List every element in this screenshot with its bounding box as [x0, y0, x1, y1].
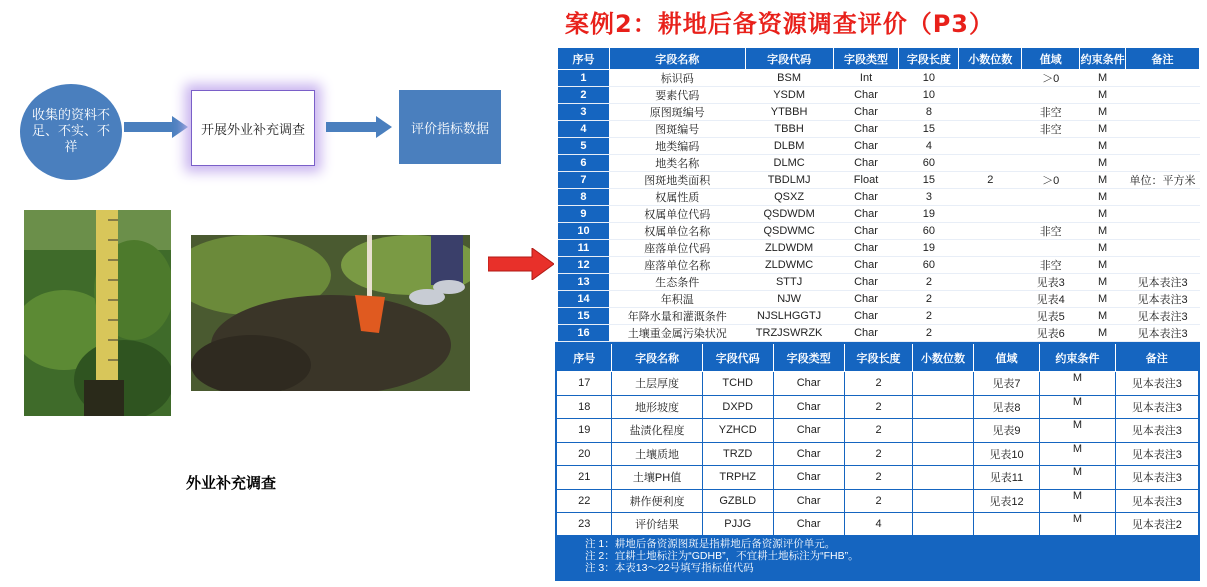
cell-domain: [1022, 155, 1080, 172]
cell-field-type: Char: [773, 513, 844, 537]
cell-index: 10: [558, 223, 610, 240]
cell-constraint: M: [1040, 419, 1115, 443]
cell-remarks: 见本表注3: [1115, 419, 1199, 443]
cell-remarks: 见本表注3: [1115, 395, 1199, 419]
cell-index: 16: [558, 325, 610, 342]
cell-remarks: [1126, 240, 1200, 257]
cell-field-code: TRPHZ: [702, 466, 773, 490]
cell-remarks: 见本表注3: [1115, 466, 1199, 490]
table-header-row: [556, 343, 1199, 372]
cell-decimals: [913, 372, 973, 396]
cell-field-type: Char: [773, 372, 844, 396]
cell-decimals: [913, 419, 973, 443]
table-row: [556, 395, 1199, 419]
table-row: [558, 70, 1200, 87]
photo-caption: 外业补充调查: [186, 474, 277, 492]
table-row: [558, 104, 1200, 121]
cell-constraint: M: [1098, 106, 1108, 118]
cell-remarks: [1126, 257, 1200, 274]
cell-remarks: 见本表注3: [1137, 328, 1188, 340]
cell-decimals: [913, 442, 973, 466]
cell-constraint: M: [1098, 276, 1108, 288]
cell-field-length: 8: [925, 106, 932, 118]
cell-remarks: 见本表注3: [1137, 294, 1188, 306]
cell-field-code: QSXZ: [774, 191, 805, 203]
cell-field-type: Char: [854, 157, 878, 169]
cell-field-name: 年积温: [660, 294, 694, 306]
table-row: [558, 291, 1200, 308]
table-notes: [555, 535, 1200, 581]
cell-index: 19: [556, 419, 612, 443]
cell-field-type: Float: [853, 174, 879, 186]
cell-domain: 见表9: [973, 419, 1040, 443]
cell-field-code: DXPD: [702, 395, 773, 419]
cell-decimals: [959, 104, 1022, 121]
cell-field-name: 权属单位名称: [644, 226, 711, 238]
cell-field-code: BSM: [777, 72, 802, 84]
table-row: [556, 372, 1199, 396]
cell-field-length: 2: [844, 442, 913, 466]
cell-field-code: YTBBH: [770, 106, 808, 118]
cell-field-code: DLMC: [773, 157, 805, 169]
cell-decimals: [959, 291, 1022, 308]
table-row: [558, 325, 1200, 342]
cell-field-type: Char: [773, 489, 844, 513]
cell-domain: 见表11: [973, 466, 1040, 490]
cell-domain: [1022, 189, 1080, 206]
cell-decimals: [959, 121, 1022, 138]
cell-index: 21: [556, 466, 612, 490]
cell-decimals: [959, 223, 1022, 240]
table-row: [558, 308, 1200, 325]
cell-index: 18: [556, 395, 612, 419]
header-domain: 值域: [973, 343, 1040, 372]
cell-index: 20: [556, 442, 612, 466]
cell-constraint: M: [1040, 442, 1115, 466]
cell-field-code: TRZJSWRZK: [755, 327, 823, 339]
flow-step-collected-data: 收集的资料不足、不实、不祥: [20, 84, 122, 180]
cell-index: 13: [558, 274, 610, 291]
cell-field-name: 权属单位代码: [644, 209, 711, 221]
cell-field-code: STTJ: [775, 276, 803, 288]
cell-remarks: 单位：平方米: [1129, 175, 1196, 187]
cell-field-code: NJSLHGGTJ: [757, 310, 822, 322]
header-remarks: 备注: [1126, 48, 1200, 70]
cell-field-length: 60: [922, 225, 936, 237]
cell-field-length: 2: [925, 327, 932, 339]
cell-constraint: M: [1098, 174, 1108, 186]
cell-constraint: M: [1098, 310, 1108, 322]
cell-domain: 见表8: [973, 395, 1040, 419]
page-title: 案例2：耕地后备资源调查评价（P3）: [565, 10, 994, 38]
cell-constraint: M: [1098, 327, 1108, 339]
cell-field-type: Char: [854, 327, 878, 339]
cell-field-code: ZLDWMC: [764, 259, 814, 271]
cell-domain: 见表7: [973, 372, 1040, 396]
cell-domain: [1022, 240, 1080, 257]
table-row: [558, 206, 1200, 223]
cell-field-name: 土壤PH值: [612, 466, 702, 490]
cell-index: 2: [558, 87, 610, 104]
flow-step-indicator-data: 评价指标数据: [399, 90, 501, 164]
cell-index: 15: [558, 308, 610, 325]
cell-field-name: 地类编码: [655, 141, 700, 153]
cell-domain: [1022, 138, 1080, 155]
cell-constraint: M: [1098, 123, 1108, 135]
cell-field-type: Char: [854, 259, 878, 271]
cell-index: 7: [558, 172, 610, 189]
cell-constraint: M: [1098, 242, 1108, 254]
cell-remarks: 见本表注3: [1115, 442, 1199, 466]
cell-field-name: 标识码: [660, 73, 694, 85]
cell-index: 9: [558, 206, 610, 223]
cell-remarks: [1126, 189, 1200, 206]
cell-field-code: TCHD: [702, 372, 773, 396]
cell-field-length: 19: [922, 242, 936, 254]
cell-remarks: [1126, 70, 1200, 87]
cell-domain: 非空: [1039, 226, 1062, 238]
cell-decimals: [959, 206, 1022, 223]
cell-remarks: 见本表注3: [1115, 372, 1199, 396]
cell-index: 4: [558, 121, 610, 138]
cell-constraint: M: [1098, 293, 1108, 305]
cell-field-name: 盐渍化程度: [612, 419, 702, 443]
cell-field-length: 19: [922, 208, 936, 220]
cell-index: 12: [558, 257, 610, 274]
cell-domain: ＞0: [1042, 175, 1060, 187]
cell-remarks: [1126, 138, 1200, 155]
cell-field-length: 60: [922, 157, 936, 169]
note-1: 注 1：耕地后备资源图斑是指耕地后备资源评价单元。: [585, 538, 836, 550]
cell-field-length: 2: [844, 372, 913, 396]
cell-field-type: Char: [854, 293, 878, 305]
cell-field-code: TBDLMJ: [767, 174, 811, 186]
cell-field-code: TRZD: [702, 442, 773, 466]
table-row: [558, 223, 1200, 240]
cell-domain: [1022, 87, 1080, 104]
cell-domain: 见表12: [973, 489, 1040, 513]
cell-index: 11: [558, 240, 610, 257]
cell-decimals: [959, 240, 1022, 257]
table-row: [558, 274, 1200, 291]
table-row: [558, 257, 1200, 274]
cell-domain: 非空: [1039, 107, 1062, 119]
cell-decimals: [913, 466, 973, 490]
red-arrow-icon: [488, 248, 554, 280]
cell-constraint: M: [1098, 259, 1108, 271]
cell-field-code: YSDM: [773, 89, 805, 101]
cell-index: 1: [558, 70, 610, 87]
cell-index: 17: [556, 372, 612, 396]
flow-arrow-1: [124, 116, 188, 138]
cell-field-length: 2: [844, 466, 913, 490]
cell-field-length: 60: [922, 259, 936, 271]
cell-field-type: Int: [859, 72, 873, 84]
cell-domain: 见表4: [1036, 294, 1065, 306]
cell-decimals: [959, 138, 1022, 155]
cell-domain: 非空: [1039, 260, 1062, 272]
flow-arrow-2: [326, 116, 392, 138]
header-field-code: 字段代码: [745, 48, 833, 70]
cell-field-name: 要素代码: [655, 90, 700, 102]
header-field-length: 字段长度: [844, 343, 913, 372]
cell-field-type: Char: [854, 208, 878, 220]
cell-field-code: YZHCD: [702, 419, 773, 443]
table-row: [558, 155, 1200, 172]
cell-domain: 见表3: [1036, 277, 1065, 289]
cell-constraint: M: [1098, 140, 1108, 152]
cell-domain: 非空: [1039, 124, 1062, 136]
header-remarks: 备注: [1115, 343, 1199, 372]
cell-field-type: Char: [854, 123, 878, 135]
cell-field-name: 土层厚度: [612, 372, 702, 396]
cell-field-name: 座落单位代码: [644, 243, 711, 255]
cell-decimals: [913, 489, 973, 513]
cell-field-length: 2: [844, 419, 913, 443]
cell-decimals: [959, 274, 1022, 291]
table-row: [556, 419, 1199, 443]
cell-constraint: M: [1098, 191, 1108, 203]
cell-field-type: Char: [854, 310, 878, 322]
cell-index: 14: [558, 291, 610, 308]
cell-field-type: Char: [854, 242, 878, 254]
cell-field-type: Char: [773, 395, 844, 419]
cell-field-name: 土壤重金属污染状况: [627, 328, 727, 340]
cell-field-type: Char: [773, 419, 844, 443]
table-row: [556, 466, 1199, 490]
cell-decimals: [959, 257, 1022, 274]
cell-field-code: TBBH: [774, 123, 804, 135]
table-row: [558, 87, 1200, 104]
cell-field-type: Char: [854, 89, 878, 101]
table-row: [558, 121, 1200, 138]
cell-field-name: 年降水量和灌溉条件: [627, 311, 727, 323]
cell-decimals: [959, 155, 1022, 172]
cell-field-type: Char: [854, 276, 878, 288]
cell-field-length: 15: [922, 174, 936, 186]
cell-field-code: QSDWMC: [763, 225, 815, 237]
table-row: [556, 489, 1199, 513]
cell-field-name: 原图斑编号: [649, 107, 705, 119]
cell-remarks: 见本表注3: [1115, 489, 1199, 513]
cell-index: 3: [558, 104, 610, 121]
cell-field-length: 15: [922, 123, 936, 135]
cell-field-name: 座落单位名称: [644, 260, 711, 272]
header-field-name: 字段名称: [609, 48, 745, 70]
cell-constraint: M: [1098, 89, 1108, 101]
header-domain: 值域: [1022, 48, 1080, 70]
cell-constraint: M: [1040, 395, 1115, 419]
cell-field-name: 耕作便利度: [612, 489, 702, 513]
cell-decimals: 2: [987, 174, 994, 186]
cell-decimals: [959, 189, 1022, 206]
cell-remarks: [1126, 121, 1200, 138]
header-decimals: 小数位数: [913, 343, 973, 372]
cell-field-code: QSDWDM: [763, 208, 815, 220]
cell-domain: [973, 513, 1040, 537]
cell-constraint: M: [1098, 208, 1108, 220]
cell-field-name: 地形坡度: [612, 395, 702, 419]
cell-field-length: 2: [925, 276, 932, 288]
cell-field-name: 生态条件: [655, 277, 700, 289]
table-row: [558, 240, 1200, 257]
flow-step-field-survey: 开展外业补充调查: [191, 90, 315, 166]
cell-field-name: 地类名称: [655, 158, 700, 170]
header-index: 序号: [558, 48, 610, 70]
cell-field-name: 图斑编号: [655, 124, 700, 136]
header-field-length: 字段长度: [899, 48, 959, 70]
cell-decimals: [959, 70, 1022, 87]
cell-field-name: 评价结果: [612, 513, 702, 537]
cell-remarks: [1126, 87, 1200, 104]
cell-field-length: 2: [844, 395, 913, 419]
cell-remarks: [1126, 104, 1200, 121]
header-index: 序号: [556, 343, 612, 372]
cell-remarks: [1126, 206, 1200, 223]
table-row: [556, 442, 1199, 466]
cell-field-type: Char: [854, 106, 878, 118]
cell-field-length: 2: [925, 310, 932, 322]
cell-remarks: 见本表注3: [1137, 311, 1188, 323]
cell-decimals: [959, 325, 1022, 342]
cell-constraint: M: [1040, 466, 1115, 490]
cell-domain: 见表6: [1036, 328, 1065, 340]
cell-decimals: [913, 395, 973, 419]
cell-remarks: 见本表注3: [1137, 277, 1188, 289]
cell-domain: 见表10: [973, 442, 1040, 466]
cell-field-name: 图斑地类面积: [644, 175, 711, 187]
cell-field-name: 土壤质地: [612, 442, 702, 466]
field-table-part2: [555, 342, 1200, 538]
cell-index: 8: [558, 189, 610, 206]
cell-index: 5: [558, 138, 610, 155]
cell-domain: 见表5: [1036, 311, 1065, 323]
header-field-name: 字段名称: [612, 343, 702, 372]
field-photo-shovel: [191, 235, 470, 391]
cell-field-type: Char: [773, 466, 844, 490]
table-row: [558, 189, 1200, 206]
cell-field-length: 2: [844, 489, 913, 513]
table-row: [556, 513, 1199, 537]
header-constraint: 约束条件: [1040, 343, 1115, 372]
cell-index: 6: [558, 155, 610, 172]
cell-remarks: [1126, 155, 1200, 172]
note-3: 注 3：本表13～22号填写指标值代码: [585, 562, 754, 574]
cell-constraint: M: [1098, 72, 1108, 84]
cell-field-type: Char: [854, 225, 878, 237]
cell-decimals: [959, 308, 1022, 325]
cell-field-code: ZLDWDM: [764, 242, 814, 254]
cell-field-name: 权属性质: [655, 192, 700, 204]
header-field-type: 字段类型: [833, 48, 899, 70]
cell-decimals: [913, 513, 973, 537]
cell-field-length: 10: [922, 89, 936, 101]
cell-domain: [1022, 206, 1080, 223]
cell-field-length: 2: [925, 293, 932, 305]
table-row: [558, 138, 1200, 155]
cell-field-length: 4: [925, 140, 932, 152]
cell-decimals: [959, 87, 1022, 104]
cell-field-code: PJJG: [702, 513, 773, 537]
cell-field-length: 4: [844, 513, 913, 537]
cell-constraint: M: [1040, 372, 1115, 396]
cell-field-length: 10: [922, 72, 936, 84]
cell-field-length: 3: [925, 191, 932, 203]
cell-field-type: Char: [854, 191, 878, 203]
cell-remarks: [1126, 223, 1200, 240]
cell-constraint: M: [1098, 157, 1108, 169]
table-header-row: [558, 48, 1200, 70]
cell-constraint: M: [1040, 513, 1115, 537]
cell-index: 22: [556, 489, 612, 513]
cell-field-type: Char: [854, 140, 878, 152]
cell-constraint: M: [1098, 225, 1108, 237]
cell-field-type: Char: [773, 442, 844, 466]
header-field-type: 字段类型: [773, 343, 844, 372]
cell-field-code: GZBLD: [702, 489, 773, 513]
field-photo-ruler: [24, 210, 171, 416]
cell-field-code: NJW: [777, 293, 802, 305]
table-row: [558, 172, 1200, 189]
header-decimals: 小数位数: [959, 48, 1022, 70]
cell-remarks: 见本表注2: [1115, 513, 1199, 537]
cell-constraint: M: [1040, 489, 1115, 513]
field-table-part1: [557, 47, 1200, 342]
note-2: 注 2：宜耕土地标注为“GDHB”，不宜耕土地标注为“FHB”。: [585, 550, 859, 562]
cell-index: 23: [556, 513, 612, 537]
header-constraint: 约束条件: [1080, 48, 1126, 70]
cell-domain: ＞0: [1042, 73, 1060, 85]
header-field-code: 字段代码: [702, 343, 773, 372]
cell-field-code: DLBM: [773, 140, 805, 152]
